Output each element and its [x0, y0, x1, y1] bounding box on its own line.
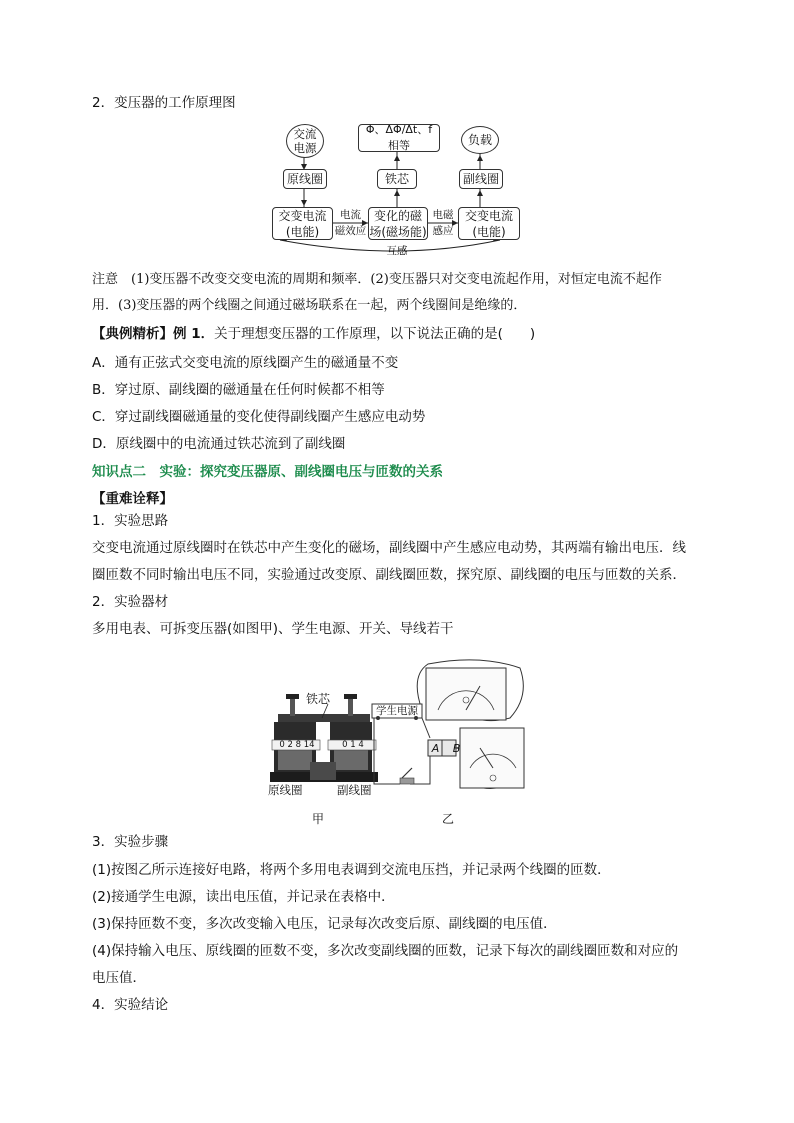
coil-b-label: B — [452, 742, 461, 755]
flux-equal-label: Φ、ΔΦ/Δt、f 相等 — [365, 123, 433, 152]
iron-core-label: 铁芯 — [384, 172, 409, 186]
figure-jia-iron-core-label: 铁芯 — [306, 692, 331, 706]
ac-primary-line1: 交变电流 — [278, 208, 327, 223]
secondary-scale: 0 1 4 — [342, 740, 364, 750]
ac-secondary-line2: (电能) — [472, 224, 506, 239]
example-1 — [92, 325, 535, 343]
conclusion-title: 4．实验结论 — [92, 997, 169, 1013]
circuit-drawing — [370, 656, 530, 806]
changing-field-line2: 场(磁场能) — [369, 224, 427, 239]
changing-field-box — [368, 207, 428, 240]
ac-primary-line2: (电能) — [285, 224, 320, 239]
secondary-coil-box — [459, 169, 503, 189]
mutual-induction-label: 互感 — [386, 245, 408, 257]
difficulty-heading: 【重难诠释】 — [92, 491, 173, 507]
figure-jia-primary-label: 原线圈 — [268, 783, 303, 797]
secondary-coil-label: 副线圈 — [462, 172, 499, 186]
caption-jia: 甲 — [312, 812, 325, 826]
load-label: 负载 — [467, 133, 492, 147]
step-2: (2)接通学生电源，读出电压值，并记录在表格中． — [92, 889, 395, 905]
idea-title: 1．实验思路 — [92, 513, 169, 529]
step-4-line-1: (4)保持输入电压、原线圈的匝数不变，多次改变副线圈的匝数，记录下每次的副线圈匝数和对应的 — [92, 943, 679, 959]
note-line-1: 注意 (1)变压器不改变交变电流的周期和频率．(2)变压器只对交变电流起作用，对恒定电流不起作 — [92, 272, 662, 287]
coil-a-label: A — [431, 742, 440, 755]
arrow1-label-top: 电流 — [340, 209, 361, 221]
primary-coil-box — [283, 169, 327, 189]
arrow1-label-bottom: 磁效应 — [334, 225, 367, 237]
steps-title: 3．实验步骤 — [92, 834, 169, 850]
ac-secondary-line1: 交变电流 — [464, 208, 513, 223]
option-d: D．原线圈中的电流通过铁芯流到了副线圈 — [92, 436, 346, 452]
arrow2-label-bottom: 感应 — [432, 225, 454, 237]
section-title-principle: 2．变压器的工作原理图 — [92, 95, 236, 111]
option-a: A．通有正弦式交变电流的原线圈产生的磁通量不变 — [92, 355, 399, 371]
ac-source-label: 交流电源 — [293, 127, 317, 155]
transformer-principle-diagram — [0, 0, 794, 270]
power-supply-label: 学生电源 — [376, 705, 418, 717]
figure-jia-secondary-label: 副线圈 — [337, 783, 372, 797]
ac-source-node — [286, 124, 324, 158]
ac-primary-box — [272, 207, 333, 240]
equipment-title: 2．实验器材 — [92, 594, 169, 610]
step-1: (1)按图乙所示连接好电路，将两个多用电表调到交流电压挡，并记录两个线圈的匝数． — [92, 862, 611, 878]
figure-yi-circuit — [370, 656, 530, 806]
changing-field-line1: 变化的磁 — [373, 208, 422, 223]
equipment-text: 多用电表、可拆变压器(如图甲)、学生电源、开关、导线若干 — [92, 621, 454, 637]
primary-coil-label: 原线圈 — [286, 172, 323, 186]
idea-line-2: 圈匝数不同时输出电压不同，实验通过改变原、副线圈匝数，探究原、副线圈的电压与匝数的关系． — [92, 567, 686, 583]
note-line-2: 用．(3)变压器的两个线圈之间通过磁场联系在一起，两个线圈间是绝缘的． — [92, 298, 527, 313]
iron-core-box — [377, 169, 417, 189]
load-node — [461, 126, 499, 154]
iron-core-pointer — [318, 704, 348, 724]
step-3: (3)保持匝数不变，多次改变输入电压，记录每次改变后原、副线圈的电压值． — [92, 916, 557, 932]
example-question: 关于理想变压器的工作原理，以下说法正确的是( ) — [214, 326, 536, 342]
example-heading: 【典例精析】例 1． — [92, 326, 215, 342]
ac-secondary-box — [458, 207, 520, 240]
step-4-line-2: 电压值． — [92, 970, 146, 986]
option-c: C．穿过副线圈磁通量的变化使得副线圈产生感应电动势 — [92, 409, 426, 425]
idea-line-1: 交变电流通过原线圈时在铁芯中产生变化的磁场，副线圈中产生感应电动势，其两端有输出电压．线 — [92, 540, 686, 556]
knowledge-point-2-title: 知识点二 实验：探究变压器原、副线圈电压与匝数的关系 — [92, 464, 443, 480]
arrow2-label-top: 电磁 — [432, 209, 454, 221]
option-b: B．穿过原、副线圈的磁通量在任何时候都不相等 — [92, 382, 385, 398]
caption-yi: 乙 — [442, 812, 455, 826]
flux-equal-box — [358, 124, 440, 152]
primary-scale: 0 2 8 14 — [279, 740, 315, 750]
